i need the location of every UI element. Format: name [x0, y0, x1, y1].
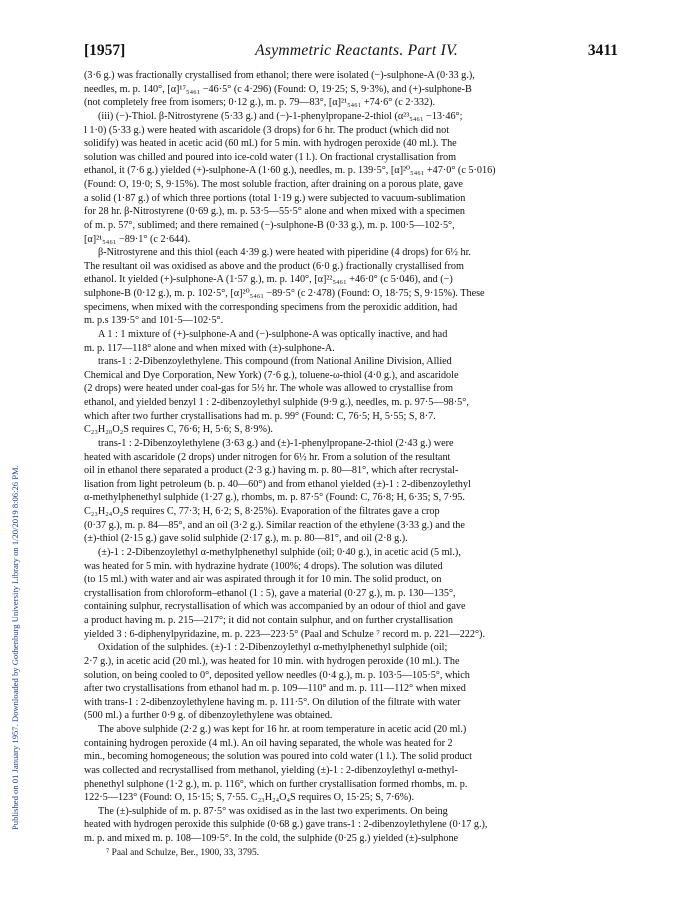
- text-line: m. p.s 139·5° and 101·5—102·5°.: [84, 315, 224, 327]
- text-line: 122·5—123° (Found: O, 15·15; S, 7·55. C₂₃H₂₄O₄S requires O, 15·25; S, 7·6%).: [84, 792, 414, 804]
- text-line: specimens, when mixed with the corresponding specimens from the peroxidic addition, had: [84, 301, 458, 313]
- text-line: (500 ml.) a further 0·9 g. of dibenzoylethylene was obtained.: [84, 710, 333, 722]
- text-line: C₂₃H₂₀O₂S requires C, 76·6; H, 5·6; S, 8·9%).: [84, 424, 273, 436]
- journal-page: [84, 42, 618, 858]
- text-line: yielded 3 : 6-diphenylpyridazine, m. p. 223—223·5° (Paal and Schulze ⁷ record m. p. 221—222°).: [84, 628, 485, 640]
- text-line: trans-1 : 2-Dibenzoylethylene. This compound (from National Aniline Division, Allied: [98, 356, 452, 368]
- text-line: (to 15 ml.) with water and air was aspirated through it for 10 min. The solid product, on: [84, 574, 442, 586]
- text-line: l 1·0) (5·33 g.) were heated with ascaridole (3 drops) for 6 hr. The product (which did not: [84, 124, 450, 136]
- text-line: lisation from light petroleum (b. p. 40—60°) and from ethanol yielded (±)-1 : 2-dibenzoylethyl: [84, 478, 471, 490]
- text-line: (±)-thiol (2·15 g.) gave solid sulphide (2·17 g.), m. p. 80—81°, and oil (2·8 g.).: [84, 533, 408, 545]
- text-line: α-methylphenethyl sulphide (1·27 g.), rhombs, m. p. 87·5° (Found: C, 76·8; H, 6·35; S, 7·95.: [84, 492, 465, 504]
- text-line: (not completely free from isomers; 0·12 g.), m. p. 79—83°, [α]²¹₅₄₆₁ +74·6° (c 2·332).: [84, 97, 436, 109]
- text-line: (iii) (−)-Thiol. β-Nitrostyrene (5·33 g.) and (−)-1-phenylpropane-2-thiol (α²³₅₄₆₁ −13·46°;: [98, 110, 463, 122]
- text-line: solidify) was heated in acetic acid (60 ml.) for 5 min. with hydrogen peroxide (40 ml.). The: [84, 138, 457, 150]
- text-line: Oxidation of the sulphides. (±)-1 : 2-Dibenzoylethyl α-methylphenethyl sulphide (oil;: [98, 642, 448, 654]
- text-line: m. p. and mixed m. p. 108—109·5°. In the cold, the sulphide (0·25 g.) yielded (±)-sulphone: [84, 833, 459, 844]
- text-line: was heated for 5 min. with hydrazine hydrate (100%; 4 drops). The solution was diluted: [84, 560, 443, 572]
- download-note: Published on 01 January 1957. Downloaded by Gothenburg University Library on 1/20/2019 8:06:26 PM.: [10, 465, 20, 830]
- text-line: m. p. 117—118° alone and when mixed with (±)-sulphone-A.: [84, 342, 335, 354]
- text-line: (3·6 g.) was fractionally crystallised from ethanol; there were isolated (−)-sulphone-A (0·33 g.),: [84, 70, 475, 81]
- text-line: heated with ascaridole (2 drops) under nitrogen for 6½ hr. From a solution of the resultant: [84, 451, 451, 463]
- text-line: The resultant oil was oxidised as above and the product (6·0 g.) fractionally crystallised from: [84, 260, 464, 272]
- text-line: which after two further crystallisations had m. p. 99° (Found: C, 76·5; H, 5·55; S, 8·7.: [84, 410, 436, 422]
- header-year: [1957]: [84, 42, 126, 59]
- text-line: solution, on being cooled to 0°, deposited yellow needles (0·4 g.), m. p. 103·5—105·5°, which: [84, 669, 470, 681]
- page-number: 3411: [587, 42, 618, 59]
- text-line: The (±)-sulphide of m. p. 87·5° was oxidised as in the last two experiments. On being: [98, 805, 448, 817]
- text-line: heated with hydrogen peroxide this sulphide (0·68 g.) gave trans-1 : 2-dibenzoylethylene (0·17 g.),: [84, 819, 488, 831]
- body-text: [84, 69, 618, 846]
- text-line: for 28 hr. β-Nitrostyrene (0·69 g.), m. p. 53·5—55·5° alone and when mixed with a specimen: [84, 206, 466, 218]
- text-line: a product having m. p. 215—217°; it did not contain sulphur, and on further crystallisation: [84, 615, 453, 626]
- text-line: solution was chilled and poured into ice-cold water (1 l.). On fractional crystallisation from: [84, 151, 457, 163]
- text-line: (Found: O, 19·0; S, 9·15%). The most soluble fraction, after draining on a porous plate, gave: [84, 179, 463, 190]
- running-header: [84, 42, 618, 60]
- text-line: min., becoming homogeneous; the solution was poured into cold water (1 l.). The solid product: [84, 751, 473, 763]
- footnote: ⁷ Paal and Schulze, Ber., 1900, 33, 3795.: [106, 847, 259, 858]
- text-line: crystallisation from chloroform–ethanol (1 : 5), gave a material (0·27 g.), m. p. 130—135°,: [84, 587, 456, 599]
- text-line: phenethyl sulphone (1·2 g.), m. p. 116°, which on further crystallisation formed rhombs, m. p.: [84, 778, 468, 790]
- text-line: ethanol, and yielded benzyl 1 : 2-dibenzoylethyl sulphide (9·9 g.), needles, m. p. 97·5—98·5°,: [84, 397, 469, 408]
- text-line: ethanol, it (7·6 g.) yielded (+)-sulphone-A (1·60 g.), needles, m. p. 139·5°, [α]²⁰₅₄₆₁ +47·0° (c 5·016): [84, 165, 496, 177]
- text-line: a solid (1·87 g.) of which three portions (total 1·19 g.) were subjected to vacuum-sublimation: [84, 192, 466, 204]
- text-line: oil in ethanol there separated a product (2·3 g.) having m. p. 80—81°, which after recrystal-: [84, 465, 459, 477]
- text-line: A 1 : 1 mixture of (+)-sulphone-A and (−)-sulphone-A was optically inactive, and had: [98, 328, 448, 340]
- text-line: (2 drops) were heated under coal-gas for 5½ hr. The whole was allowed to crystallise from: [84, 383, 453, 395]
- text-line: with trans-1 : 2-dibenzoylethylene having m. p. 111·5°. On dilution of the filtrate with water: [84, 696, 461, 708]
- text-line: The above sulphide (2·2 g.) was kept for 16 hr. at room temperature in acetic acid (20 ml.): [98, 724, 467, 735]
- text-line: (±)-1 : 2-Dibenzoylethyl α-methylphenethyl sulphide (oil; 0·40 g.), in acetic acid (5 ml.),: [98, 546, 461, 558]
- text-line: (0·37 g.), m. p. 84—85°, and an oil (3·2 g.). Similar reaction of the ethylene (3·33 g.) and the: [84, 519, 465, 531]
- text-line: needles, m. p. 140°, [α]¹⁷₅₄₆₁ −46·5° (c 4·296) (Found: O, 19·25; S, 9·3%), and (+)-sulphone-B: [84, 83, 472, 95]
- text-line: trans-1 : 2-Dibenzoylethylene (3·63 g.) and (±)-1-phenylpropane-2-thiol (2·43 g.) were: [98, 437, 454, 449]
- text-line: ethanol. It yielded (+)-sulphone-A (1·57 g.), m. p. 140°, [α]²²₅₄₆₁ +46·0° (c 5·046), and (−): [84, 274, 453, 286]
- text-line: β-Nitrostyrene and this thiol (each 4·39 g.) were heated with piperidine (4 drops) for 6½ hr.: [98, 247, 471, 259]
- text-line: C₂₃H₂₄O₂S requires C, 77·3; H, 6·2; S, 8·25%). Evaporation of the filtrates gave a crop: [84, 506, 440, 517]
- text-line: of m. p. 57°, sublimed; and there remained (−)-sulphone-B (0·33 g.), m. p. 100·5—102·5°,: [84, 219, 455, 231]
- text-line: containing sulphur, recrystallisation of which was accompanied by an odour of thiol and gave: [84, 601, 466, 613]
- text-line: [α]²¹₅₄₆₁ −89·1° (c 2·644).: [84, 233, 191, 245]
- download-watermark: [10, 110, 24, 830]
- text-line: after two crystallisations from ethanol had m. p. 109—110° and m. p. 111—112° when mixed: [84, 683, 466, 695]
- text-line: Chemical and Dye Corporation, New York) (7·6 g.), toluene-ω-thiol (4·0 g.), and ascaridole: [84, 369, 459, 381]
- text-line: was collected and recrystallised from methanol, yielding (±)-1 : 2-dibenzoylethyl α-methyl-: [84, 764, 458, 776]
- text-line: containing hydrogen peroxide (4 ml.). An oil having separated, the whole was heated for 2: [84, 737, 453, 749]
- header-title: Asymmetric Reactants. Part IV.: [255, 42, 459, 59]
- text-line: sulphone-B (0·12 g.), m. p. 102·5°, [α]²⁰₅₄₆₁ −89·5° (c 2·478) (Found: O, 18·75; S, 9·15%). These: [84, 288, 485, 299]
- text-line: 2·7 g.), in acetic acid (20 ml.), was heated for 10 min. with hydrogen peroxide (10 ml.). The: [84, 655, 460, 667]
